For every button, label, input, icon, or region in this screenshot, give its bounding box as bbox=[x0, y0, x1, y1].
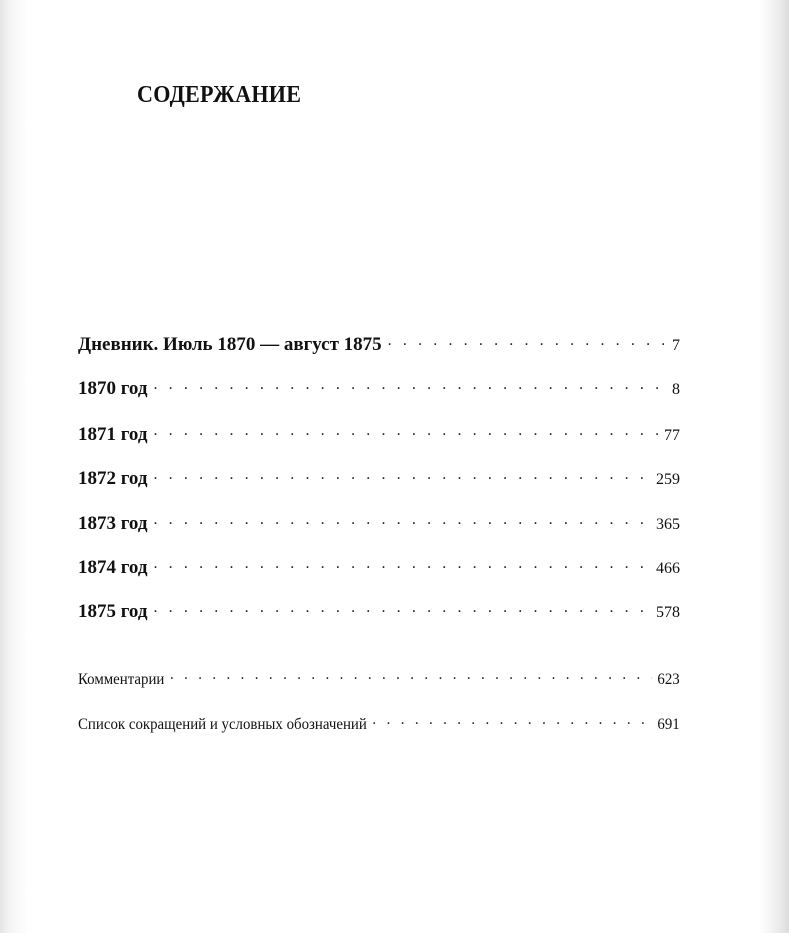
dot-leader bbox=[153, 375, 664, 394]
toc-entry-page: 466 bbox=[656, 560, 680, 577]
toc-entry-page: 8 bbox=[672, 381, 680, 398]
toc-entry-label: Дневник. Июль 1870 — август 1875 bbox=[78, 334, 382, 355]
page-shadow-left bbox=[0, 0, 28, 933]
toc-entry-label: 1871 год bbox=[78, 424, 148, 445]
toc-entry-1871[interactable] bbox=[78, 421, 680, 446]
toc-entry-page: 578 bbox=[656, 604, 680, 621]
dot-leader bbox=[170, 668, 652, 684]
toc-entry-page: 365 bbox=[656, 516, 680, 533]
toc-entry-abbreviations[interactable] bbox=[78, 713, 680, 734]
toc-entry-label: 1873 год bbox=[78, 513, 148, 534]
toc-entry-commentary[interactable] bbox=[78, 668, 680, 689]
dot-leader bbox=[153, 554, 650, 573]
toc-entry-label: 1875 год bbox=[78, 601, 148, 622]
toc-entry-page: 77 bbox=[664, 427, 680, 444]
toc-entry-label: 1872 год bbox=[78, 468, 148, 489]
toc-entry-page: 623 bbox=[657, 671, 680, 688]
dot-leader bbox=[372, 713, 651, 729]
dot-leader bbox=[153, 510, 650, 529]
dot-leader bbox=[153, 598, 650, 617]
dot-leader bbox=[153, 465, 650, 484]
toc-entry-1875[interactable] bbox=[78, 598, 680, 623]
dot-leader bbox=[153, 421, 658, 440]
dot-leader bbox=[388, 331, 664, 350]
toc-entry-1873[interactable] bbox=[78, 510, 680, 535]
toc-entry-1874[interactable] bbox=[78, 554, 680, 579]
toc-entry-1870[interactable] bbox=[78, 375, 680, 400]
toc-entry-label: 1870 год bbox=[78, 378, 148, 399]
toc-entry-diary[interactable] bbox=[78, 331, 680, 356]
toc-entry-label: Список сокращений и условных обозначений bbox=[78, 716, 367, 733]
page-shadow-right bbox=[759, 0, 789, 933]
toc-entry-page: 259 bbox=[656, 471, 680, 488]
toc-entry-page: 7 bbox=[672, 337, 680, 354]
page-title: СОДЕРЖАНИЕ bbox=[137, 82, 302, 108]
toc-entry-label: Комментарии bbox=[78, 671, 165, 688]
toc-entry-label: 1874 год bbox=[78, 557, 148, 578]
toc-entry-1872[interactable] bbox=[78, 465, 680, 490]
toc-entry-page: 691 bbox=[657, 716, 680, 733]
